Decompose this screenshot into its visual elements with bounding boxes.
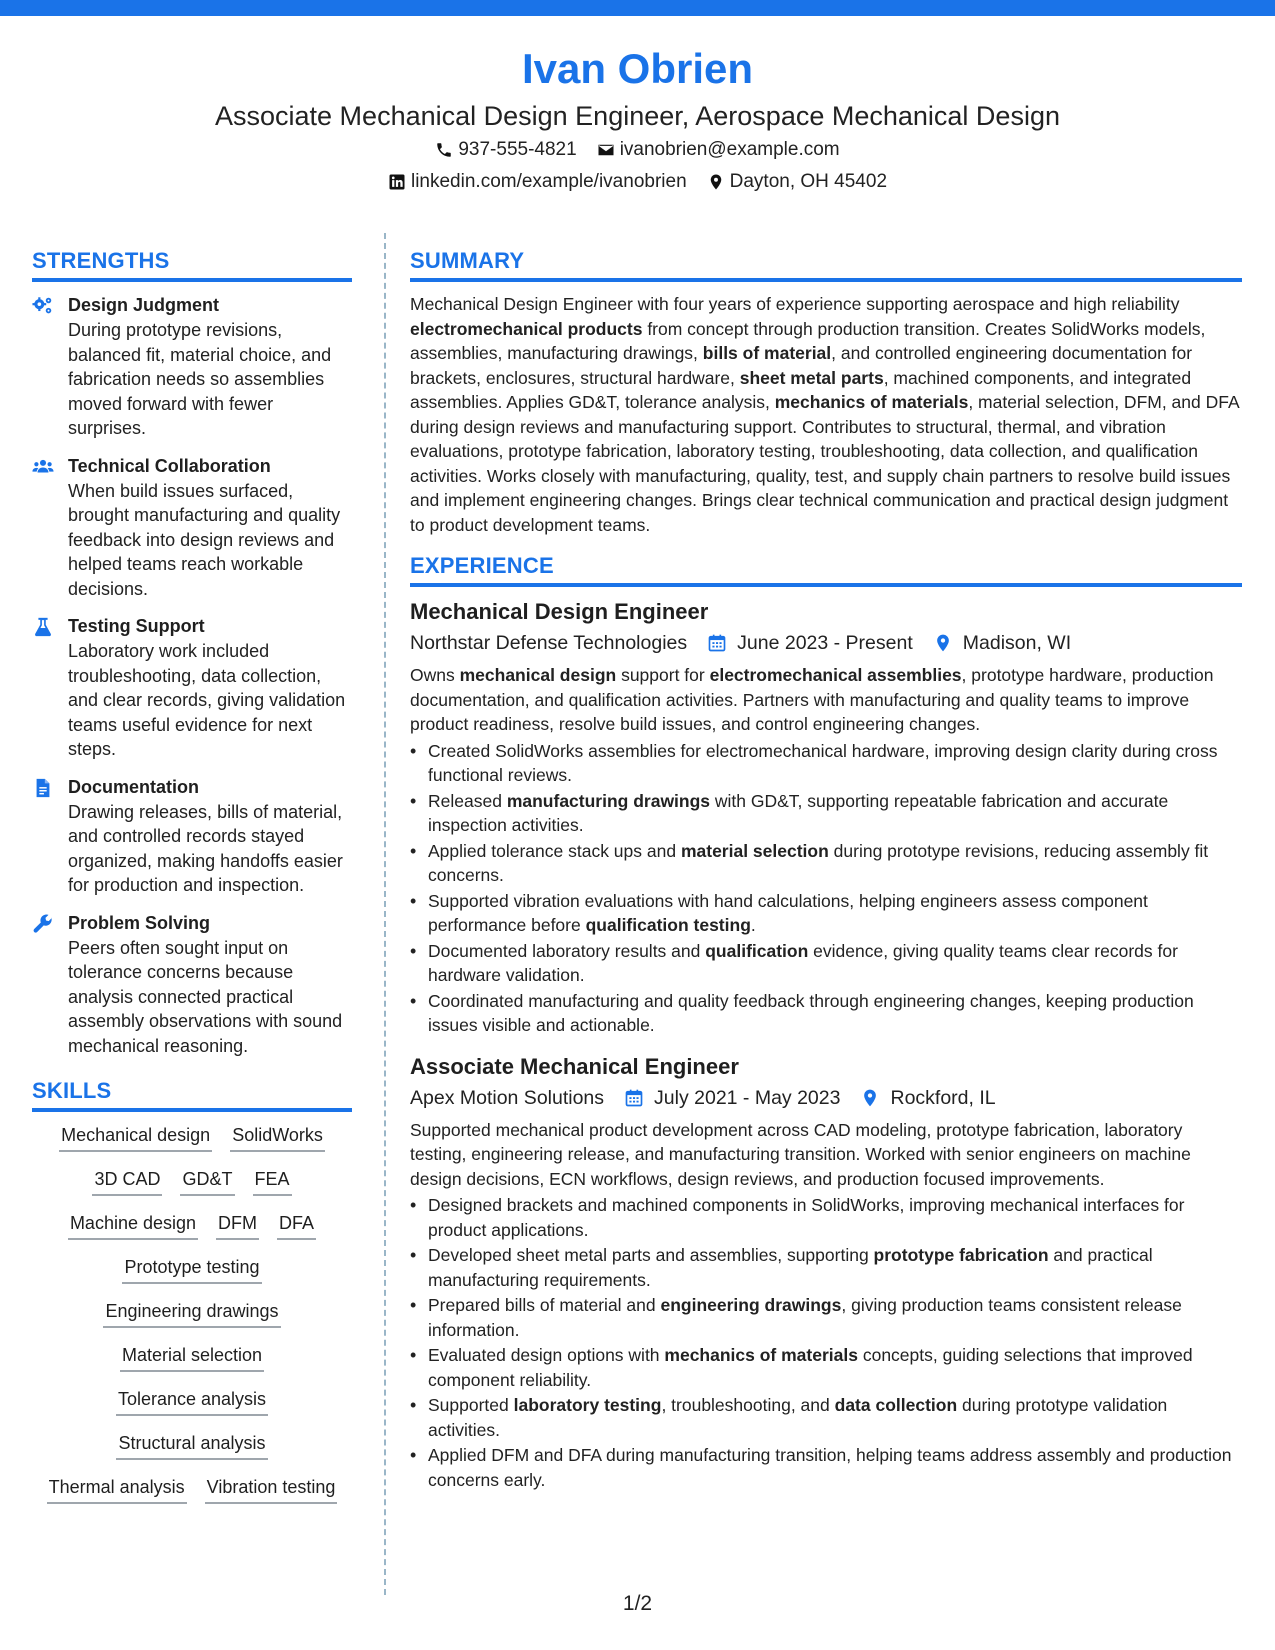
contact-email[interactable] bbox=[597, 134, 840, 166]
job-entry bbox=[410, 597, 1242, 1038]
skill-tag: SolidWorks bbox=[230, 1122, 325, 1152]
job-bullet: • Supported laboratory testing, troubleshooting, and data collection during prototype validation activities. bbox=[410, 1393, 1242, 1442]
skill-tag: Prototype testing bbox=[122, 1254, 261, 1284]
job-company: Northstar Defense Technologies bbox=[410, 632, 688, 654]
linkedin-icon bbox=[388, 173, 406, 191]
strength-item bbox=[32, 774, 352, 898]
page-number: 1/2 bbox=[622, 1592, 653, 1615]
strength-text: Peers often sought input on tolerance concerns because analysis connected practical assembly observations with sound mechanical reasoning. bbox=[68, 937, 343, 1056]
experience-heading: EXPERIENCE bbox=[410, 553, 1242, 587]
envelope-icon bbox=[597, 141, 615, 159]
flask-icon bbox=[32, 616, 54, 638]
job-location: Madison, WI bbox=[962, 632, 1072, 654]
skill-row bbox=[32, 1430, 352, 1460]
gears-icon bbox=[32, 295, 54, 317]
wrench-icon bbox=[32, 913, 54, 935]
job-description: Supported mechanical product development across CAD modeling, prototype fabrication, laboratory testing, engineering release, and manufacturing transition. Worked with senior engineers on machine design decisions, ECN workflows, design reviews, and production focused improvements. bbox=[410, 1119, 1191, 1189]
strength-text: Laboratory work included troubleshooting, data collection, and clear records, giving validation teams useful evidence for next steps. bbox=[68, 641, 346, 759]
job-bullet: • Applied DFM and DFA during manufacturing transition, helping teams address assembly and production concerns early. bbox=[410, 1443, 1242, 1492]
job-bullet: • Evaluated design options with mechanics of materials concepts, guiding selections that improved component reliability. bbox=[410, 1343, 1242, 1392]
skill-row bbox=[32, 1386, 352, 1416]
contact-row-2 bbox=[0, 166, 1275, 198]
strength-title: Testing Support bbox=[68, 616, 205, 636]
job-bullet: • Created SolidWorks assemblies for electromechanical hardware, improving design clarity during cross functional reviews. bbox=[410, 739, 1242, 788]
job-role: Mechanical Design Engineer bbox=[410, 599, 709, 624]
job-company: Apex Motion Solutions bbox=[410, 1086, 605, 1109]
strength-title: Documentation bbox=[68, 776, 200, 797]
job-bullet: • Developed sheet metal parts and assemblies, supporting prototype fabrication and practical manufacturing requirements. bbox=[410, 1243, 1242, 1292]
skill-tag: DFM bbox=[216, 1210, 259, 1240]
calendar-icon bbox=[624, 1088, 644, 1108]
job-description: Owns mechanical design support for electromechanical assemblies, prototype hardware, production documentation, and qualification activities. Partners with manufacturing and quality teams to improve product readiness, resolve build issues, and control engineering changes. bbox=[410, 665, 1214, 734]
strength-item bbox=[32, 453, 352, 602]
document-icon bbox=[32, 777, 54, 799]
job-dates: July 2021 - May 2023 bbox=[654, 1086, 841, 1109]
users-icon bbox=[32, 456, 54, 478]
strength-text: When build issues surfaced, brought manufacturing and quality feedback into design reviews and helped teams reach workable decisions. bbox=[68, 480, 341, 599]
skill-tag: Structural analysis bbox=[116, 1430, 267, 1460]
skill-tag: Vibration testing bbox=[205, 1474, 338, 1504]
top-accent-bar bbox=[0, 0, 1275, 16]
skill-row bbox=[32, 1254, 352, 1284]
strength-item bbox=[32, 910, 352, 1059]
resume-header bbox=[0, 40, 1275, 198]
linkedin-text: linkedin.com/example/ivanobrien bbox=[410, 171, 687, 192]
skill-tag: Thermal analysis bbox=[47, 1474, 187, 1504]
phone-icon bbox=[435, 141, 453, 159]
map-pin-icon bbox=[860, 1088, 880, 1108]
job-bullets bbox=[410, 1193, 1242, 1492]
skills-heading: SKILLS bbox=[32, 1078, 352, 1112]
location-text: Dayton, OH 45402 bbox=[729, 171, 888, 192]
job-bullets bbox=[410, 739, 1242, 1038]
job-location: Rockford, IL bbox=[890, 1086, 996, 1109]
skill-tag: GD&T bbox=[180, 1166, 234, 1196]
skill-row bbox=[32, 1210, 352, 1240]
column-divider bbox=[384, 233, 386, 1595]
skill-row bbox=[32, 1474, 352, 1504]
job-dates: June 2023 - Present bbox=[737, 632, 913, 654]
job-bullet: • Prepared bills of material and engineering drawings, giving production teams consistent release information. bbox=[410, 1293, 1242, 1342]
left-column bbox=[32, 248, 352, 1518]
strength-item bbox=[32, 292, 352, 441]
job-bullet: • Coordinated manufacturing and quality feedback through engineering changes, keeping production issues visible and actionable. bbox=[410, 989, 1242, 1038]
strength-title: Design Judgment bbox=[68, 295, 220, 315]
contact-phone bbox=[435, 134, 576, 166]
summary-text: Mechanical Design Engineer with four years of experience supporting aerospace and high reliability electromechanical products from concept through production transition. Creates SolidWorks models, assemblies, manufacturing drawings, bills of material, and controlled engineering documentation for brackets, enclosures, structural hardware, sheet metal parts, machined components, and integrated assemblies. Applies GD&T, tolerance analysis, mechanics of materials, material selection, DFM, and DFA during design reviews and manufacturing support. Contributes to structural, thermal, and vibration evaluations, prototype fabrication, laboratory testing, troubleshooting, data collection, and qualification activities. Works closely with manufacturing, quality, test, and supply chain partners to resolve build issues and implement engineering changes. Brings clear technical communication and practical design judgment to product development teams. bbox=[410, 294, 1239, 535]
skill-tag: 3D CAD bbox=[92, 1166, 162, 1196]
skill-tag: DFA bbox=[277, 1210, 316, 1240]
job-bullet: • Released manufacturing drawings with GD&T, supporting repeatable fabrication and accurate inspection activities. bbox=[410, 789, 1242, 838]
candidate-title: Associate Mechanical Design Engineer, Aerospace Mechanical Design bbox=[215, 101, 1060, 131]
right-column bbox=[410, 248, 1242, 1506]
skill-tag: Engineering drawings bbox=[103, 1298, 280, 1328]
summary-heading: SUMMARY bbox=[410, 248, 1242, 282]
contact-location bbox=[707, 166, 887, 198]
job-bullet: • Documented laboratory results and qualification evidence, giving quality teams clear records for hardware validation. bbox=[410, 939, 1242, 988]
job-bullet: • Applied tolerance stack ups and material selection during prototype revisions, reducing assembly fit concerns. bbox=[410, 839, 1242, 888]
skill-tag: Machine design bbox=[68, 1210, 198, 1240]
experience-list bbox=[410, 597, 1242, 1492]
job-role: Associate Mechanical Engineer bbox=[410, 1053, 739, 1079]
strength-title: Problem Solving bbox=[68, 912, 211, 933]
skills-list bbox=[32, 1122, 352, 1504]
job-meta bbox=[410, 627, 1242, 659]
strength-title: Technical Collaboration bbox=[68, 455, 271, 476]
skill-row bbox=[32, 1342, 352, 1372]
map-pin-icon bbox=[933, 633, 953, 653]
skill-row bbox=[32, 1166, 352, 1196]
phone-text: 937-555-4821 bbox=[458, 139, 577, 160]
map-pin-icon bbox=[707, 173, 725, 191]
strength-item bbox=[32, 613, 352, 762]
contact-row-1 bbox=[0, 134, 1275, 166]
job-meta bbox=[410, 1082, 1242, 1114]
strength-text: Drawing releases, bills of material, and controlled records stayed organized, making handoffs easier for production and inspection. bbox=[68, 801, 343, 895]
email-text: ivanobrien@example.com bbox=[619, 139, 840, 160]
skill-row bbox=[32, 1298, 352, 1328]
skill-tag: Tolerance analysis bbox=[116, 1386, 268, 1416]
contact-linkedin[interactable] bbox=[388, 166, 687, 198]
calendar-icon bbox=[707, 633, 727, 653]
skill-tag: Mechanical design bbox=[59, 1122, 212, 1152]
strength-text: During prototype revisions, balanced fit, material choice, and fabrication needs so assemblies moved forward with fewer surprises. bbox=[68, 320, 332, 438]
strengths-heading: STRENGTHS bbox=[32, 248, 352, 282]
job-bullet: • Supported vibration evaluations with hand calculations, helping engineers assess component performance before qualification testing. bbox=[410, 889, 1242, 938]
skill-tag: Material selection bbox=[120, 1342, 264, 1372]
job-entry bbox=[410, 1052, 1242, 1493]
skill-row bbox=[32, 1122, 352, 1152]
skill-tag: FEA bbox=[253, 1166, 292, 1196]
candidate-name: Ivan Obrien bbox=[521, 45, 754, 92]
job-bullet: • Designed brackets and machined components in SolidWorks, improving mechanical interfaces for product applications. bbox=[410, 1193, 1242, 1242]
